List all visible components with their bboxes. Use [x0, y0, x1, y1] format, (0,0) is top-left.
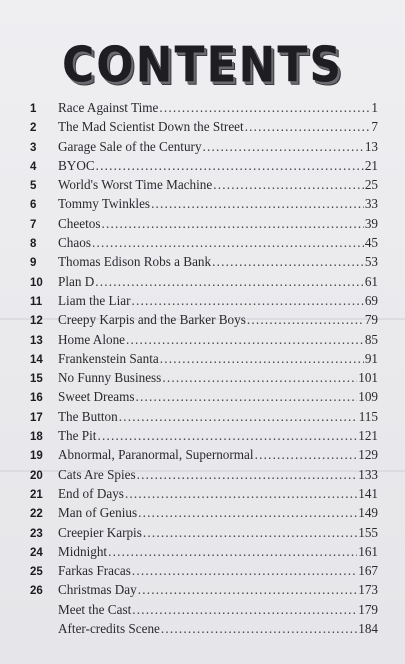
chapter-title: Midnight	[58, 543, 108, 559]
chapter-number: 3	[30, 141, 37, 154]
chapter-title: Cheetos	[58, 215, 101, 231]
chapter-title: Farkas Fracas	[58, 563, 131, 579]
chapter-title: Tommy Twinkles	[58, 196, 151, 212]
dot-leader	[162, 370, 357, 386]
chapter-number: 7	[30, 218, 37, 231]
chapter-title: Sweet Dreams	[58, 389, 135, 405]
page-number: 39	[364, 215, 378, 231]
toc-entry	[30, 428, 378, 447]
dot-leader	[95, 274, 364, 290]
dot-leader	[212, 254, 364, 270]
chapter-title: Creepier Karpis	[58, 524, 142, 540]
chapter-number: 17	[30, 411, 43, 424]
toc-entry	[30, 119, 378, 138]
page-title: CONTENTS	[61, 36, 344, 95]
toc-entry	[30, 158, 378, 177]
dot-leader	[143, 525, 357, 541]
toc-entry	[30, 389, 378, 408]
toc-entry	[30, 332, 378, 351]
contents-list	[30, 100, 378, 640]
chapter-number: 12	[30, 315, 43, 328]
chapter-title: Plan D	[58, 273, 95, 289]
chapter-number: 2	[30, 122, 37, 135]
dot-leader	[160, 351, 364, 367]
toc-entry	[30, 621, 378, 640]
dot-leader	[132, 602, 357, 618]
chapter-title: Frankenstein Santa	[58, 350, 159, 366]
dot-leader	[125, 486, 357, 502]
page-number: 91	[364, 350, 378, 366]
toc-entry	[30, 293, 378, 312]
page-number: 115	[358, 408, 378, 424]
dot-leader	[137, 467, 358, 483]
chapter-number: 24	[30, 546, 43, 559]
toc-entry	[30, 467, 378, 486]
toc-entry	[30, 486, 378, 505]
page-number: 133	[358, 466, 378, 482]
chapter-title: The Button	[58, 408, 118, 424]
page-number: 61	[364, 273, 378, 289]
chapter-number: 15	[30, 373, 43, 386]
chapter-number: 13	[30, 334, 43, 347]
dot-leader	[96, 158, 364, 174]
toc-entry	[30, 370, 378, 389]
dot-leader	[92, 235, 364, 251]
dot-leader	[102, 216, 364, 232]
toc-entry	[30, 447, 378, 466]
dot-leader	[255, 447, 358, 463]
chapter-number: 14	[30, 353, 43, 366]
page-number: 33	[364, 196, 378, 212]
page-number: 121	[358, 428, 378, 444]
toc-entry	[30, 602, 378, 621]
chapter-title: Man of Genius	[58, 505, 138, 521]
page-number: 85	[364, 331, 378, 347]
dot-leader	[203, 139, 364, 155]
toc-entry	[30, 563, 378, 582]
dot-leader	[126, 332, 364, 348]
dot-leader	[108, 544, 357, 560]
chapter-number: 5	[30, 180, 37, 193]
dot-leader	[132, 563, 357, 579]
dot-leader	[138, 582, 357, 598]
chapter-number: 11	[30, 295, 43, 308]
dot-leader	[136, 389, 358, 405]
page-number: 161	[358, 543, 378, 559]
page-number: 69	[364, 292, 378, 308]
chapter-title: No Funny Business	[58, 370, 162, 386]
chapter-title: Abnormal, Paranormal, Supernormal	[58, 447, 254, 463]
chapter-title: Liam the Liar	[58, 292, 131, 308]
dot-leader	[245, 119, 371, 135]
chapter-number: 18	[30, 431, 43, 444]
chapter-number: 19	[30, 450, 43, 463]
page-number: 21	[364, 157, 378, 173]
chapter-number: 1	[30, 103, 37, 115]
page-number: 109	[358, 389, 378, 405]
chapter-title: BYOC	[58, 157, 95, 173]
chapter-number: 26	[30, 585, 43, 598]
toc-entry	[30, 409, 378, 428]
toc-entry	[30, 312, 378, 331]
page-number: 179	[358, 601, 378, 617]
chapter-title: The Mad Scientist Down the Street	[58, 119, 244, 135]
chapter-title: World's Worst Time Machine	[58, 177, 213, 193]
chapter-title: Christmas Day	[58, 582, 137, 598]
toc-entry	[30, 254, 378, 273]
page-number: 25	[364, 177, 378, 193]
page-number: 45	[364, 235, 378, 251]
page-number: 173	[358, 582, 378, 598]
chapter-title: The Pit	[58, 428, 97, 444]
chapter-title: Chaos	[58, 235, 91, 251]
dot-leader	[151, 196, 364, 212]
toc-entry	[30, 139, 378, 158]
page-number: 79	[364, 312, 378, 328]
chapter-number: 21	[30, 488, 43, 501]
chapter-number: 20	[30, 469, 43, 482]
dot-leader	[159, 100, 370, 116]
dot-leader	[119, 409, 358, 425]
page-number: 7	[371, 119, 378, 135]
toc-entry	[30, 100, 378, 119]
dot-leader	[247, 312, 364, 328]
dot-leader	[161, 621, 357, 637]
toc-entry	[30, 274, 378, 293]
chapter-number: 4	[30, 160, 37, 173]
page-number: 184	[358, 621, 378, 637]
toc-entry	[30, 505, 378, 524]
chapter-number: 23	[30, 527, 43, 540]
toc-entry	[30, 351, 378, 370]
toc-entry	[30, 235, 378, 254]
chapter-title: Cats Are Spies	[58, 466, 136, 482]
chapter-title: Race Against Time	[58, 100, 159, 115]
chapter-title: Garage Sale of the Century	[58, 138, 202, 154]
page-number: 129	[358, 447, 378, 463]
chapter-number: 10	[30, 276, 43, 289]
chapter-number: 25	[30, 566, 43, 579]
dot-leader	[132, 293, 364, 309]
chapter-title: Thomas Edison Robs a Bank	[58, 254, 212, 270]
chapter-title: Home Alone	[58, 331, 126, 347]
chapter-number: 16	[30, 392, 43, 405]
toc-entry	[30, 582, 378, 601]
chapter-title: End of Days	[58, 485, 124, 501]
toc-entry	[30, 216, 378, 235]
page-number: 167	[358, 563, 378, 579]
toc-entry	[30, 544, 378, 563]
chapter-number: 6	[30, 199, 37, 212]
chapter-title: Creepy Karpis and the Barker Boys	[58, 312, 246, 328]
chapter-number: 22	[30, 508, 43, 521]
toc-entry	[30, 196, 378, 215]
page-number: 53	[364, 254, 378, 270]
dot-leader	[213, 177, 364, 193]
page-number: 155	[358, 524, 378, 540]
dot-leader	[138, 505, 357, 521]
page-number: 1	[371, 100, 378, 115]
chapter-number: 8	[30, 238, 37, 251]
dot-leader	[97, 428, 357, 444]
page-number: 149	[358, 505, 378, 521]
page-number: 101	[358, 370, 378, 386]
chapter-title: After-credits Scene	[58, 621, 160, 637]
page-number: 13	[364, 138, 378, 154]
chapter-number: 9	[30, 257, 37, 270]
toc-entry	[30, 525, 378, 544]
page-number: 141	[358, 485, 378, 501]
chapter-title: Meet the Cast	[58, 601, 132, 617]
toc-entry	[30, 177, 378, 196]
